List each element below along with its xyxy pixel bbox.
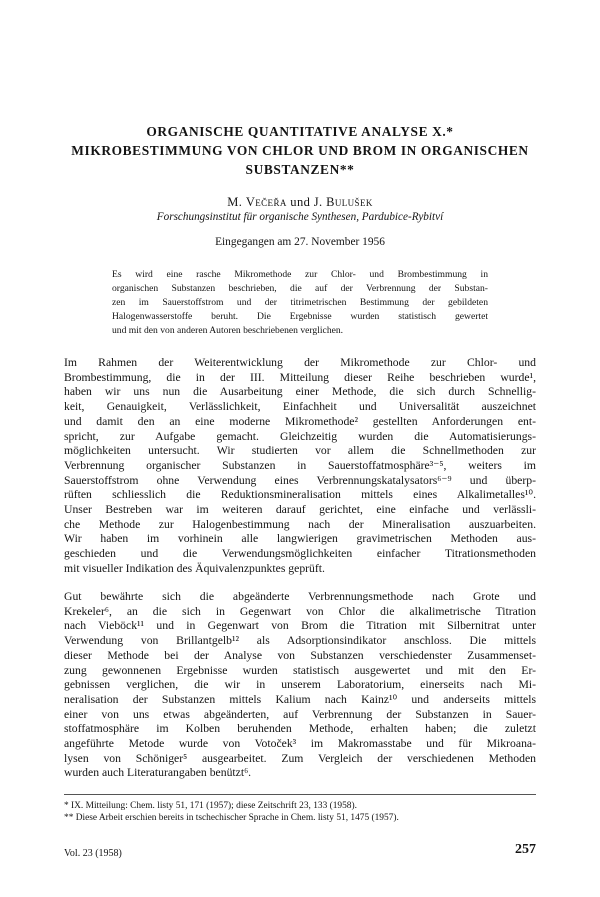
paragraph-line: mit visueller Indikation des Äquivalenzpunktes geprüft. xyxy=(64,561,325,575)
author-2-surname: Bulušek xyxy=(326,195,373,209)
paragraph-line: Verwendung von Brillantgelb¹² als Adsorptionsindikator anschloss. Die mittels xyxy=(64,634,536,648)
paragraph-line: dieser Methode bei der Analyse von Substanzen verschiedenster Zusammenset- xyxy=(64,648,536,662)
body-paragraph-1 xyxy=(64,356,536,577)
author-1-initial: M. xyxy=(227,195,243,209)
author-1-surname: Večeřa xyxy=(245,195,287,209)
paragraph-line: zung gewonnenen Ergebnisse wurden statistisch ausgewertet und mit den Er- xyxy=(64,663,536,677)
article-title-line-1: ORGANISCHE QUANTITATIVE ANALYSE X.* xyxy=(146,124,454,139)
volume-label: Vol. 23 (1958) xyxy=(64,848,122,859)
paragraph-line: Sauerstoffstrom ohne Verwendung eines Verbrennungskatalysators⁶⁻⁹ und überp- xyxy=(64,473,536,487)
paragraph-line: Unser Bestreben war im weiteren darauf gerichtet, eine einfache und verlässli- xyxy=(64,503,536,517)
paragraph-line: Im Rahmen der Weiterentwicklung der Mikromethode zur Chlor- und xyxy=(64,356,536,369)
paragraph-line: und damit den an eine moderne Mikromethode² gestellten Anforderungen ent- xyxy=(64,414,536,428)
author-2-initial: J. xyxy=(313,195,323,209)
received-date: Eingegangen am 27. November 1956 xyxy=(215,236,385,248)
abstract-line: organischen Substanzen beschrieben, die auf der Verbrennung der Substan- xyxy=(112,283,488,294)
paragraph-line: nach Vieböck¹¹ und in Gegenwart von Brom die Titration mit Silbernitrat unter xyxy=(64,619,536,633)
paragraph-line: haben wir uns nun die Ausarbeitung einer Methode, die sich durch Schnellig- xyxy=(64,385,536,399)
paragraph-line: rüften schliesslich die Reduktionsmineralisation mittels eines Alkalimetalles¹⁰. xyxy=(64,488,536,502)
abstract-line: Halogenwasserstoffe beruht. Die Ergebnisse wurden statistisch gewertet xyxy=(112,311,488,322)
paragraph-line: Gut bewährte sich die abgeänderte Verbrennungsmethode nach Grote und xyxy=(64,590,536,603)
paragraph-line: Wir haben im vorhinein alle langwierigen gravimetrischen Methoden aus- xyxy=(64,532,536,546)
abstract-line: zen im Sauerstoffstrom und der titrimetrischen Bestimmung der gebildeten xyxy=(112,297,488,308)
body-paragraph-2 xyxy=(64,590,536,781)
paragraph-line: lysen von Schöniger⁵ ausgearbeitet. Zum Vergleich der verschiedenen Methoden xyxy=(64,751,536,765)
paragraph-line: geschieden und die Verwendungsmöglichkeiten einfacher Titrationsmethoden xyxy=(64,547,536,561)
author-connector: und xyxy=(290,195,311,209)
article-title-line-2: MIKROBESTIMMUNG VON CHLOR UND BROM IN ORGANISCHEN xyxy=(71,143,529,158)
paragraph-line: neralisation der Substanzen mittels Kalium nach Kainz¹⁰ und anderseits mittels xyxy=(64,692,536,706)
paragraph-line: stoffatmosphäre im Kolben beruhenden Methode, erhalten haben; die zuletzt xyxy=(64,722,536,736)
footnote-divider xyxy=(64,794,536,795)
paragraph-line: gebnissen verglichen, die wir in unserem Laboratorium, einerseits nach Mi- xyxy=(64,678,536,692)
paragraph-line: Brombestimmung, die in der III. Mitteilung dieser Reihe beschrieben wurde¹, xyxy=(64,370,536,384)
page-number: 257 xyxy=(515,842,536,857)
paragraph-line: Verbrennung organischer Substanzen in Sauerstoffatmosphäre³⁻⁵, weiters im xyxy=(64,458,536,472)
author-line xyxy=(40,195,560,210)
article-title-line-3: SUBSTANZEN** xyxy=(245,162,355,177)
paragraph-line: che Methode zur Halogenbestimmung nach der Mineralisation auszuarbeiten. xyxy=(64,517,536,531)
affiliation: Forschungsinstitut für organische Synthesen, Pardubice-Rybitví xyxy=(156,211,444,223)
paragraph-line: spricht, zur Aufgabe gemacht. Gleichzeitig wurden die Automatisierungs- xyxy=(64,429,536,443)
paragraph-line: Krekeler⁶, an die sich in Gegenwart von Chlor die alkalimetrische Titration xyxy=(64,604,536,618)
footnote-1: * IX. Mitteilung: Chem. listy 51, 171 (1957); diese Zeitschrift 23, 133 (1958). xyxy=(64,801,357,811)
footnote-2: ** Diese Arbeit erschien bereits in tschechischer Sprache in Chem. listy 51, 1475 (1957). xyxy=(64,813,399,823)
paragraph-line: angeführte Metode wurde von Votoček³ im Makromasstabe und für Mikroana- xyxy=(64,737,536,751)
paragraph-line: möglichkeiten untersucht. Wir studierten vor allem die Schnellmethoden zur xyxy=(64,444,536,458)
abstract xyxy=(112,268,488,338)
paragraph-line: wurden auch Literaturangaben benützt⁶. xyxy=(64,766,252,780)
paragraph-line: keit, Genauigkeit, Verlässlichkeit, Einfachheit und Universalität auszeichnet xyxy=(64,400,536,414)
abstract-line: und mit den von anderen Autoren beschriebenen verglichen. xyxy=(112,325,344,336)
abstract-line: Es wird eine rasche Mikromethode zur Chlor- und Brombestimmung in xyxy=(112,269,488,280)
paragraph-line: einer von uns etwas abgeänderten, auf Verbrennung der Substanzen in Sauer- xyxy=(64,707,536,721)
